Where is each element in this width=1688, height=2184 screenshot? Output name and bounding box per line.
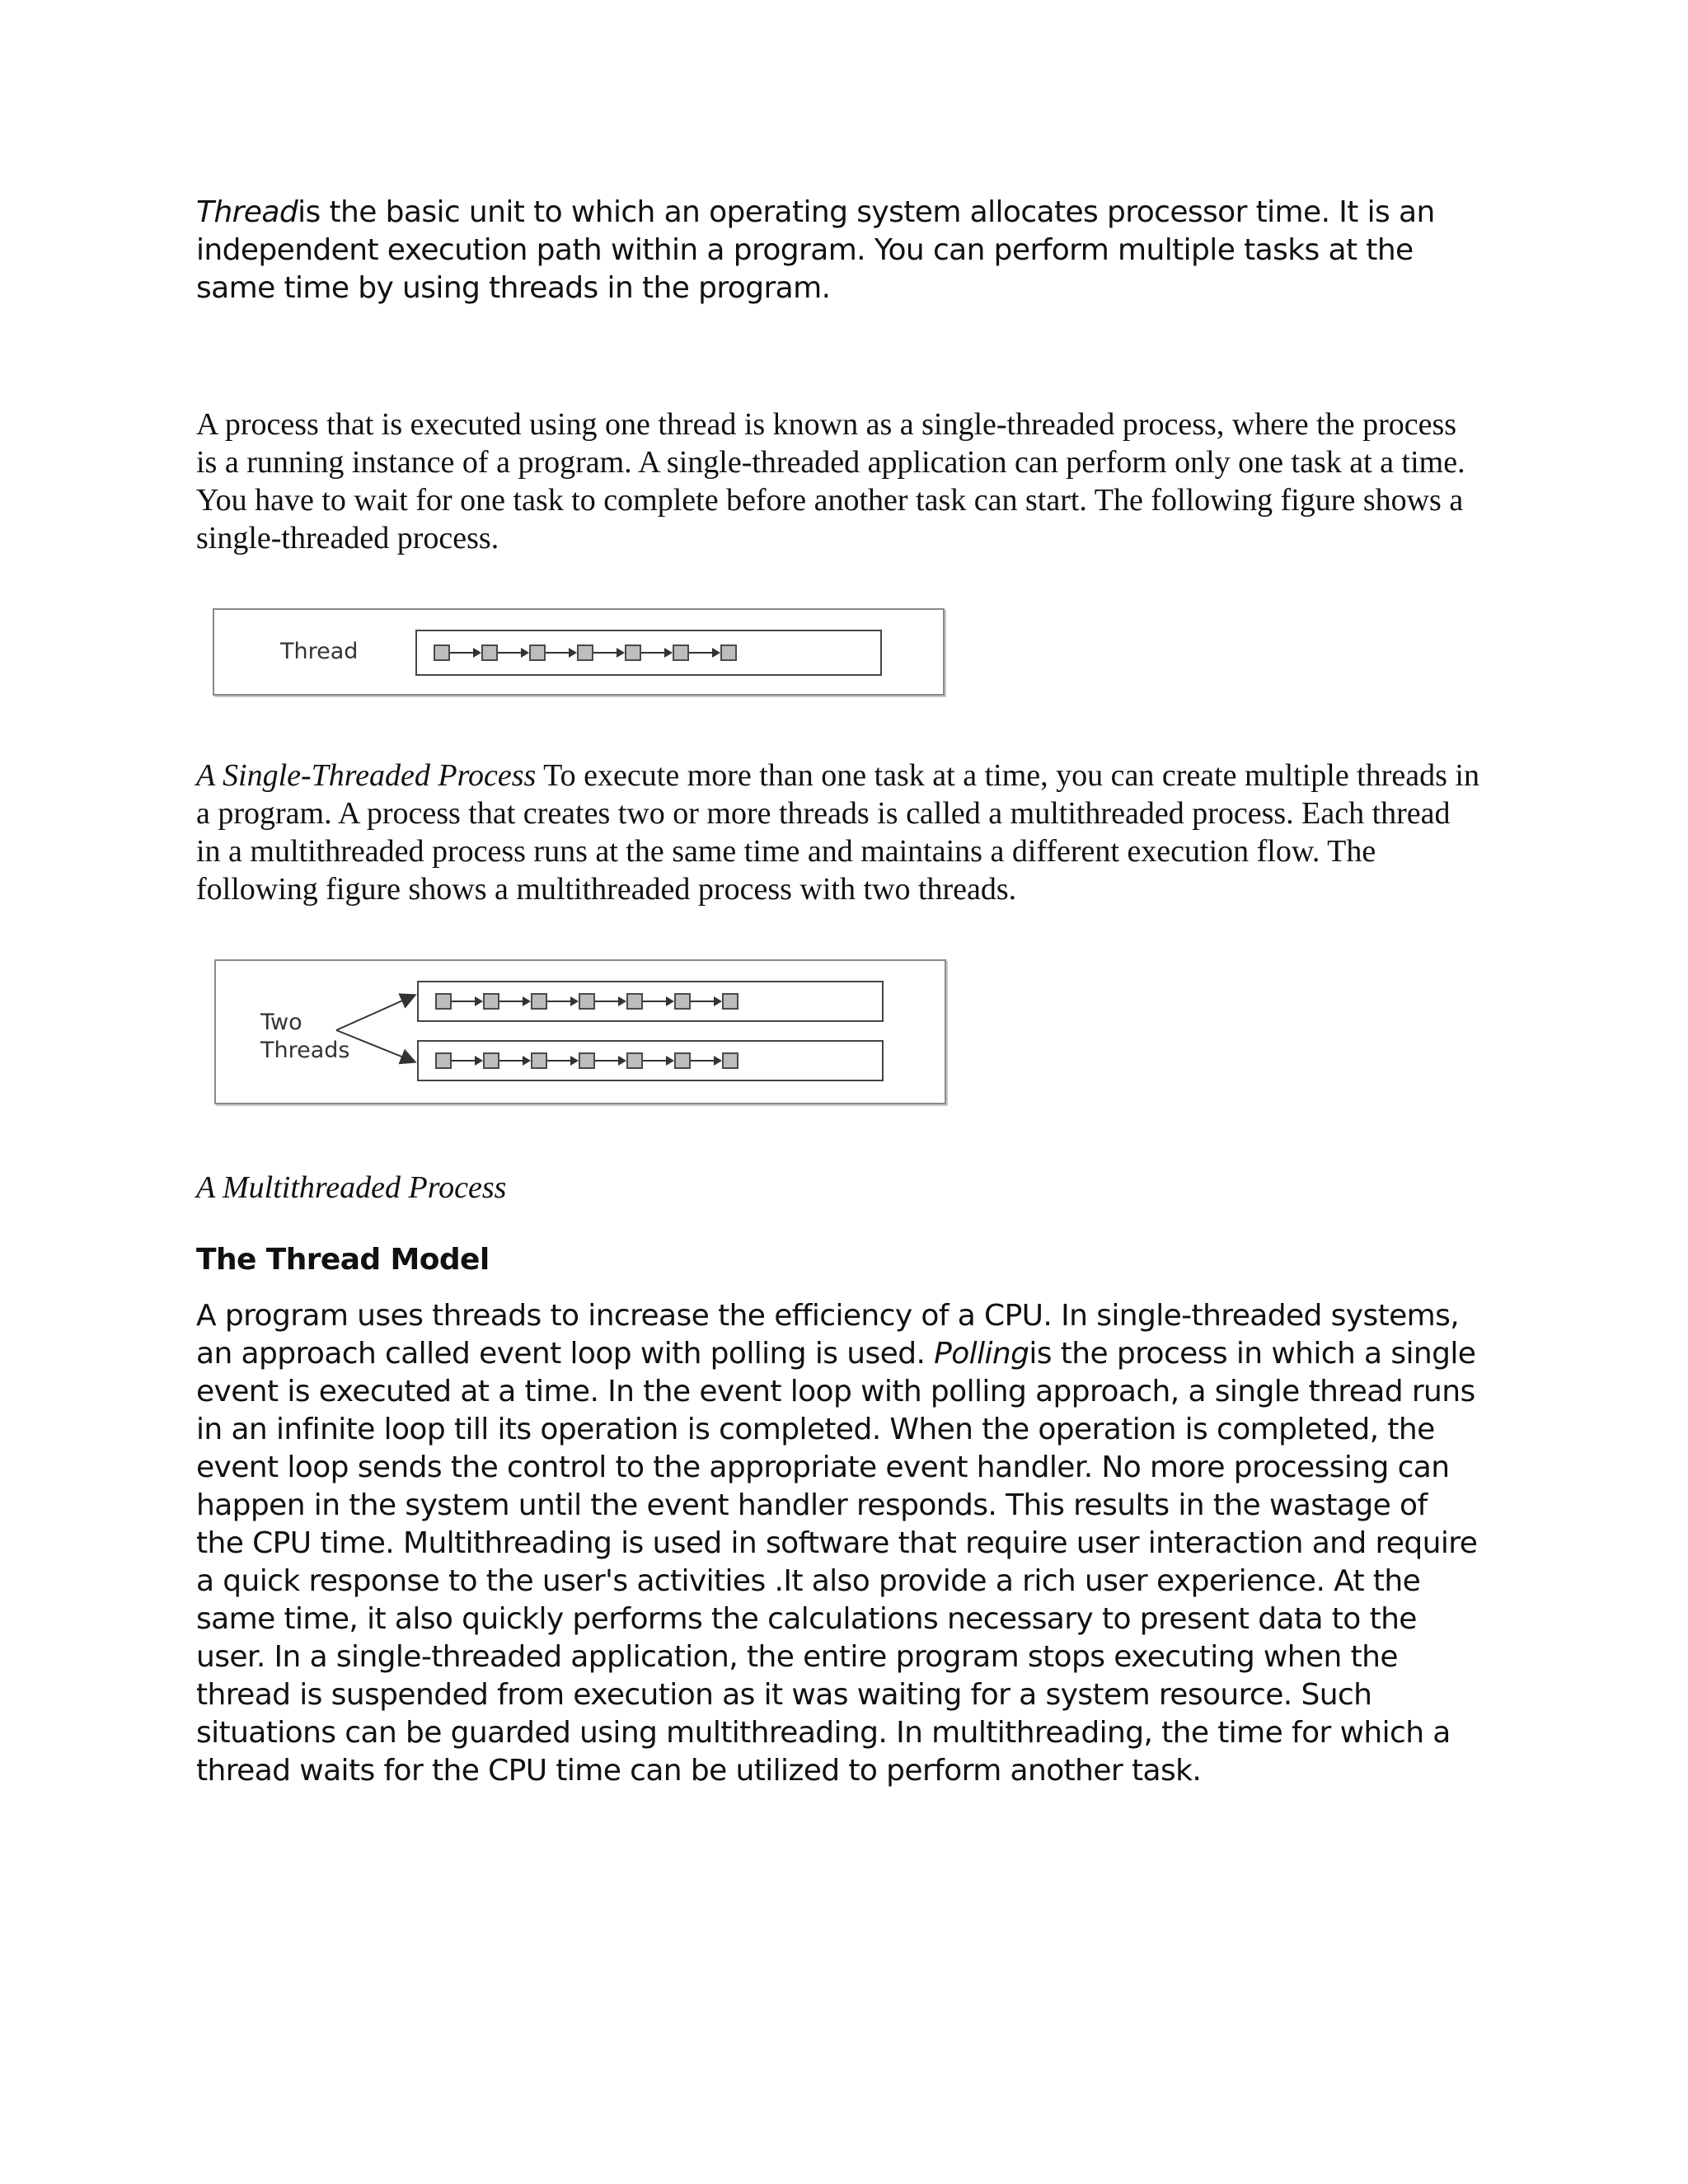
task-box xyxy=(481,644,498,661)
paragraph-thread-model xyxy=(196,1297,1482,1790)
task-box xyxy=(435,1052,452,1069)
arrow-right-icon xyxy=(689,651,720,654)
figure-caption-single: A Single-Threaded Process xyxy=(196,758,537,793)
task-box xyxy=(722,1052,738,1069)
arrow-right-icon xyxy=(547,1059,579,1062)
arrow-right-icon xyxy=(452,1059,483,1062)
multi-thread-figure xyxy=(214,959,946,1104)
task-box xyxy=(531,1052,547,1069)
task-box xyxy=(673,644,689,661)
task-sequence-2 xyxy=(435,1042,738,1080)
task-box xyxy=(720,644,737,661)
fork-arrows-icon xyxy=(331,977,422,1085)
arrow-right-icon xyxy=(643,1000,674,1003)
arrow-right-icon xyxy=(499,1000,531,1003)
arrow-right-icon xyxy=(595,1059,626,1062)
task-box xyxy=(674,993,691,1010)
arrow-right-icon xyxy=(546,651,577,654)
section-heading: The Thread Model xyxy=(196,1243,490,1277)
multithreaded-text: To execute more than one task at a time, you can create multiple threads in a program. A process that creates two or more threads is called a multithreaded process. Each thread in a multithreaded process runs at the same time and maintains a different execution flow. The following figure shows a multithreaded process with two threads. xyxy=(196,758,1479,907)
label-line-threads: Threads xyxy=(260,1038,350,1063)
task-box xyxy=(434,644,450,661)
task-box xyxy=(529,644,546,661)
task-box xyxy=(483,993,499,1010)
thread-track xyxy=(415,630,882,676)
arrow-right-icon xyxy=(498,651,529,654)
paragraph-single-threaded: A process that is executed using one thread is known as a single-threaded process, where the process is a running instance of a program. A single-threaded application can perform only one task at a time. You have to wait for one task to complete before another task can start. The following figure shows a single-threaded process. xyxy=(196,407,1465,555)
thread-model-text-2: is the process in which a single event is executed at a time. In the event loop with polling approach, a single thread runs in an infinite loop till its operation is completed. When the operation is completed, the event loop sends the control to the appropriate event handler. No more processing can happen in the system until the event handler responds. This results in the wastage of the CPU time. Multithreading is used in software that require user interaction and require a quick response to the user's activities .It also provide a rich user experience. At the same time, it also quickly performs the calculations necessary to present data to the user. In a single-threaded application, the entire program stops executing when the thread is suspended from execution as it was waiting for a system resource. Such situations can be guarded using multithreading. In multithreading, the time for which a thread waits for the CPU time can be utilized to perform another task. xyxy=(196,1337,1478,1788)
task-box xyxy=(483,1052,499,1069)
arrow-right-icon xyxy=(643,1059,674,1062)
thread-model-text-1: A program uses threads to increase the efficiency of a CPU. In single-threaded systems, an approach called event loop with polling is used. xyxy=(196,1299,1460,1371)
task-box xyxy=(579,1052,595,1069)
task-box xyxy=(625,644,641,661)
task-box xyxy=(674,1052,691,1069)
arrow-right-icon xyxy=(641,651,673,654)
task-box xyxy=(626,1052,643,1069)
task-box xyxy=(435,993,452,1010)
task-box xyxy=(531,993,547,1010)
task-sequence-1 xyxy=(435,982,738,1020)
arrow-right-icon xyxy=(452,1000,483,1003)
task-box xyxy=(722,993,738,1010)
paragraph-multithreaded xyxy=(196,757,1482,908)
thread-term: Thread xyxy=(196,195,298,229)
figure-caption-multi: A Multithreaded Process xyxy=(196,1170,507,1205)
arrow-right-icon xyxy=(499,1059,531,1062)
thread-definition-text: is the basic unit to which an operating system allocates processor time. It is an independent execution path within a program. You can perform multiple tasks at the same time by using threads in the program. xyxy=(196,195,1435,305)
single-thread-figure xyxy=(213,608,945,696)
arrow-right-icon xyxy=(593,651,625,654)
thread-track-1 xyxy=(417,981,884,1022)
task-box xyxy=(626,993,643,1010)
arrow-right-icon xyxy=(691,1059,722,1062)
arrow-right-icon xyxy=(450,651,481,654)
task-sequence xyxy=(434,631,737,674)
task-box xyxy=(577,644,593,661)
arrow-right-icon xyxy=(691,1000,722,1003)
paragraph-thread-definition xyxy=(196,194,1482,307)
arrow-right-icon xyxy=(547,1000,579,1003)
label-line-two: Two xyxy=(260,1010,302,1035)
figure-thread-label: Thread xyxy=(280,639,359,664)
polling-term: Polling xyxy=(934,1337,1029,1371)
arrow-right-icon xyxy=(595,1000,626,1003)
task-box xyxy=(579,993,595,1010)
thread-track-2 xyxy=(417,1040,884,1081)
